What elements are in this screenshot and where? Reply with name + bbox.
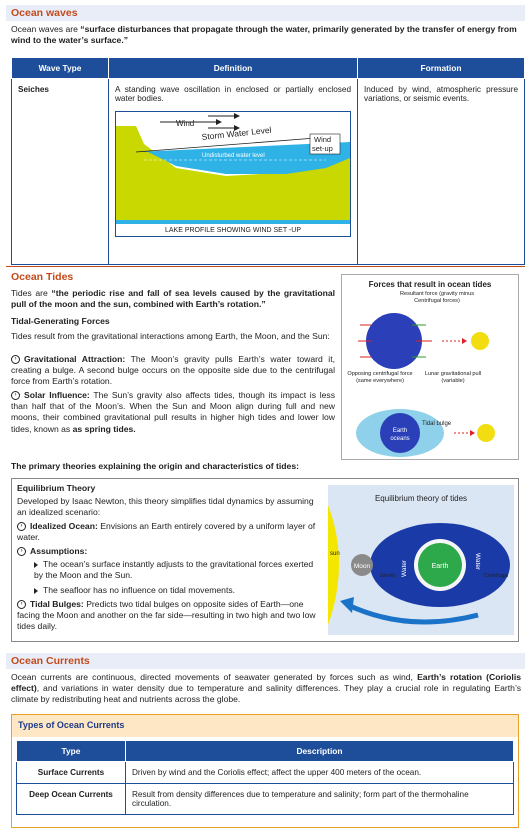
tidal-bulge-label: Tidal bulge bbox=[422, 421, 452, 427]
forces-diagram bbox=[341, 274, 519, 460]
current-types-title-bar bbox=[12, 715, 518, 737]
setup-label-2: set-up bbox=[312, 144, 333, 153]
gravity-label: Gravity bbox=[380, 573, 396, 579]
tides-intro: Tides are “the periodic rise and fall of sea levels caused by the gravitational pull of the moon and the sun, combined with Earth’s rotation.” bbox=[11, 288, 335, 310]
equilibrium-title: Equilibrium Theory bbox=[17, 483, 96, 493]
moon-circle-top bbox=[471, 332, 489, 350]
current-types-box bbox=[11, 714, 519, 828]
forces-title: Forces that result in ocean tides bbox=[368, 280, 492, 289]
circle-bullet-icon: › bbox=[17, 547, 26, 556]
waves-intro-prefix: Ocean waves are bbox=[11, 24, 81, 34]
equilibrium-idealized: › Idealized Ocean: Envisions an Earth entirely covered by a uniform layer of water. bbox=[17, 521, 316, 543]
circle-bullet-icon: › bbox=[17, 522, 26, 531]
col-type: Type bbox=[17, 741, 126, 762]
cell-seiches: Seiches bbox=[12, 79, 109, 265]
currents-header-bar bbox=[6, 653, 525, 669]
currents-intro: Ocean currents are continuous, directed movements of seawater generated by forces such as wind, Earth’s rotation (Coriolis effect), and variations in water density due to temperature and salinity differences. They play a crucial role in regulating Earth’s climate by redistributing heat and nutrients across the globe. bbox=[11, 672, 521, 705]
equilibrium-box bbox=[11, 478, 519, 642]
storm-water-label: Storm Water Level bbox=[201, 124, 272, 142]
row-deep-type: Deep Ocean Currents bbox=[17, 784, 126, 815]
equilibrium-svg bbox=[328, 485, 514, 635]
wave-type-table bbox=[11, 57, 525, 265]
eq-diagram-title: Equilibrium theory of tides bbox=[374, 494, 468, 503]
tides-title: Ocean Tides bbox=[11, 271, 74, 283]
current-types-title: Types of Ocean Currents bbox=[18, 720, 125, 730]
cell-seiches-formation: Induced by wind, atmospheric pressure variations, or seismic events. bbox=[358, 79, 525, 265]
undisturbed-label: Undisturbed water level bbox=[202, 153, 265, 159]
circle-bullet-icon: › bbox=[11, 391, 20, 400]
lunar-label: Lunar gravitational pull (variable) bbox=[424, 371, 482, 384]
lake-profile-svg bbox=[116, 112, 350, 236]
waves-title: Ocean waves bbox=[11, 7, 78, 19]
tides-subhead: Tidal-Generating Forces bbox=[11, 316, 110, 326]
waves-header-bar bbox=[6, 5, 525, 21]
earth-circle-top bbox=[366, 313, 422, 369]
sun-shape bbox=[328, 505, 339, 625]
assumption-1: The ocean’s surface instantly adjusts to the gravitational forces exerted by the Moon and the Sun. bbox=[34, 559, 314, 581]
lake-profile-diagram bbox=[115, 111, 351, 237]
waves-intro-bold: “surface disturbances that propagate through the water, primarily generated by the transfer of energy from wind to the water’s surface.” bbox=[11, 24, 517, 46]
equilibrium-assumptions: › Assumptions: bbox=[17, 546, 321, 557]
circle-bullet-icon: › bbox=[17, 600, 26, 609]
tides-divider bbox=[6, 266, 525, 267]
assumption-2: The seafloor has no influence on tidal movements. bbox=[34, 585, 322, 596]
col-wave-type: Wave Type bbox=[12, 58, 109, 79]
lake-caption: LAKE PROFILE SHOWING WIND SET -UP bbox=[164, 227, 302, 234]
resultant-label: Resultant force (gravity minus Centrifugal forces) bbox=[400, 291, 474, 304]
cell-seiches-definition: A standing wave oscillation in enclosed or partially enclosed water bodies. Wind Storm Water Level Undisturbed water level Wind set-up LAKE PROFILE SHOWING WIND SET -UP bbox=[109, 79, 358, 265]
centrifugal-label: Centrifugal bbox=[484, 573, 509, 579]
water-left-label: Water bbox=[401, 559, 408, 577]
earth-oceans-1: Earth bbox=[392, 428, 408, 434]
orbit-arrow bbox=[348, 605, 478, 622]
opposing-label: Opposing centrifugal force (same everywhere) bbox=[347, 371, 413, 384]
triangle-bullet-icon bbox=[34, 588, 38, 594]
equilibrium-intro: Developed by Isaac Newton, this theory simplifies tidal dynamics by assuming an idealized scenario: bbox=[17, 496, 314, 518]
col-description: Description bbox=[126, 741, 514, 762]
row-deep-desc: Result from density differences due to temperature and salinity; form part of the thermohaline circulation. bbox=[126, 784, 514, 815]
water-right-label: Water bbox=[474, 553, 481, 571]
col-definition: Definition bbox=[109, 58, 358, 79]
row-surface-type: Surface Currents bbox=[17, 762, 126, 784]
tides-point-solar: › Solar Influence: The Sun’s gravity also affects tides, though its impact is less than half that of the Moon’s. When the Sun and Moon align during full and new moons, their combined gravitational pull results in higher high tides and lower low tides, known as as spring tides. bbox=[11, 390, 336, 434]
forces-svg bbox=[342, 275, 518, 459]
equilibrium-bulges: › Tidal Bulges: Predicts two tidal bulges on opposite sides of Earth—one facing the Moon and another on the far side—resulting in two high and two low tides daily. bbox=[17, 599, 316, 632]
moon-label: Moon bbox=[353, 563, 371, 570]
row-surface-desc: Driven by wind and the Coriolis effect; affect the upper 400 meters of the ocean. bbox=[126, 762, 514, 784]
col-formation: Formation bbox=[358, 58, 525, 79]
tides-sub-intro: Tides result from the gravitational interactions among Earth, the Moon, and the Sun: bbox=[11, 331, 330, 341]
waves-intro bbox=[11, 24, 525, 46]
tides-point-gravitational: › Gravitational Attraction: The Moon’s gravity pulls Earth’s water toward it, creating a bulge. A second bulge occurs on the opposite side due to the centrifugal force from Earth’s rotation. bbox=[11, 354, 335, 387]
circle-bullet-icon: › bbox=[11, 355, 20, 364]
triangle-bullet-icon bbox=[34, 562, 38, 568]
earth-label: Earth bbox=[431, 563, 449, 570]
theories-head: The primary theories explaining the origin and characteristics of tides: bbox=[11, 461, 299, 471]
currents-title: Ocean Currents bbox=[11, 655, 90, 667]
wind-label: Wind bbox=[176, 119, 195, 128]
sun-label: sun bbox=[330, 551, 340, 557]
equilibrium-diagram bbox=[328, 485, 514, 635]
earth-oceans-2: oceans bbox=[390, 436, 410, 442]
moon-circle-bottom bbox=[477, 424, 495, 442]
setup-label-1: Wind bbox=[314, 135, 332, 144]
